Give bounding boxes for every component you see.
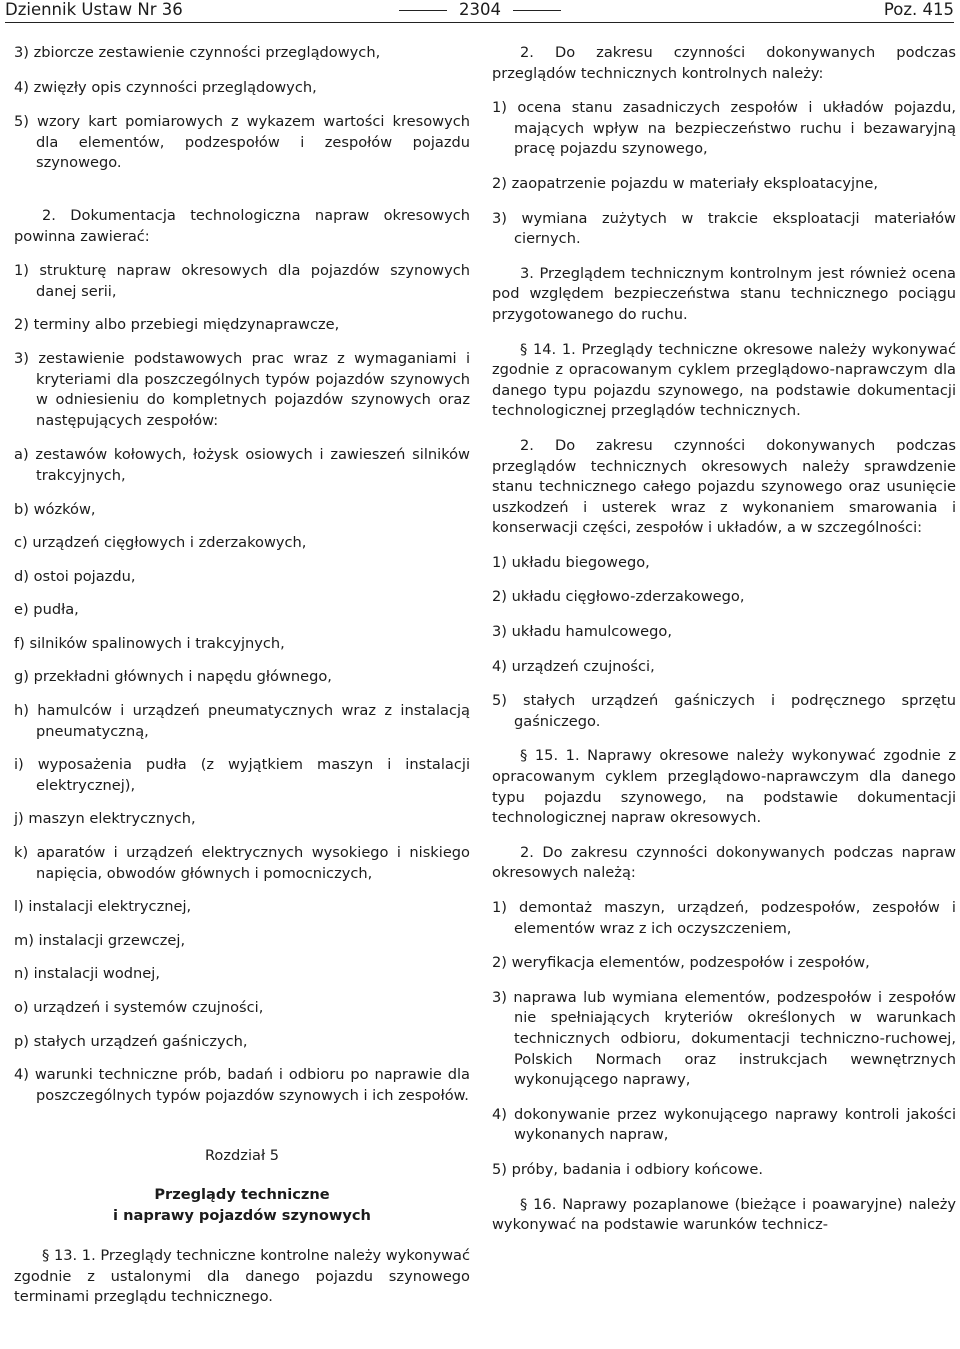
page-header bbox=[0, 0, 960, 24]
chapter-title-line-1: Przeglądy techniczne bbox=[154, 1185, 330, 1203]
paragraph: § 15. 1. Naprawy okresowe należy wykonywać zgodnie z opracowanym cyklem przeglądowo-naprawczym dla danego typu pojazdu szynowego, na podstawie dokumentacji technologicznej napraw okresowych. bbox=[492, 747, 956, 827]
list-item: 1) strukturę napraw okresowych dla pojazdów szynowych danej serii, bbox=[14, 262, 470, 300]
list-item: c) urządzeń cięgłowych i zderzakowych, bbox=[14, 534, 307, 552]
paragraph: 2. Do zakresu czynności dokonywanych podczas przeglądów technicznych kontrolnych należy: bbox=[492, 44, 956, 82]
list-item: h) hamulców i urządzeń pneumatycznych wraz z instalacją pneumatyczną, bbox=[14, 702, 470, 740]
list-item: 3) układu hamulcowego, bbox=[492, 623, 672, 641]
paragraph: 3. Przeglądem technicznym kontrolnym jest również ocena pod względem bezpieczeństwa stanu technicznego pociągu przygotowanego do ruchu. bbox=[492, 264, 956, 323]
paragraph: § 14. 1. Przeglądy techniczne okresowe należy wykonywać zgodnie z opracowanym cyklem przeglądowo-naprawczym dla danego typu pojazdu szynowego, na podstawie dokumentacji technologicznej przeglądów technicznych. bbox=[492, 340, 956, 420]
paragraph: 2. Do zakresu czynności dokonywanych podczas przeglądów technicznych okresowych należy sprawdzenie stanu technicznego całego pojazdu szynowego oraz usunięcie uszkodzeń i usterek wraz z wykonaniem smarowania i konserwacji części, zespołów i układów, a w szczególności: bbox=[492, 436, 956, 537]
position-number: Poz. 415 bbox=[883, 0, 954, 19]
list-item: 3) zestawienie podstawowych prac wraz z wymaganiami i kryteriami dla poszczególnych typów pojazdów szynowych w odniesieniu do kompletnych pojazdów szynowych oraz następujących zespołów: bbox=[14, 349, 470, 429]
list-item: 4) zwięzły opis czynności przeglądowych, bbox=[14, 78, 317, 96]
list-item: i) wyposażenia pudła (z wyjątkiem maszyn i instalacji elektrycznej), bbox=[14, 756, 470, 794]
list-item: 1) układu biegowego, bbox=[492, 553, 650, 571]
list-item: f) silników spalinowych i trakcyjnych, bbox=[14, 634, 285, 652]
list-item: 2) weryfikacja elementów, podzespołów i zespołów, bbox=[492, 954, 870, 972]
list-item: n) instalacji wodnej, bbox=[14, 965, 160, 983]
list-item: b) wózków, bbox=[14, 500, 96, 518]
list-item: 4) warunki techniczne prób, badań i odbioru po naprawie dla poszczególnych typów pojazdów szynowych i ich zespołów. bbox=[14, 1066, 470, 1104]
right-column bbox=[492, 40, 956, 1236]
paragraph: 2. Dokumentacja technologiczna napraw okresowych powinna zawierać: bbox=[14, 206, 470, 245]
list-item: 3) wymiana zużytych w trakcie eksploatacji materiałów ciernych. bbox=[492, 209, 956, 248]
list-item: g) przekładni głównych i napędu głównego, bbox=[14, 668, 332, 686]
page-number bbox=[0, 0, 960, 20]
list-item: 5) stałych urządzeń gaśniczych i podręcznego sprzętu gaśniczego. bbox=[492, 692, 956, 730]
list-item: j) maszyn elektrycznych, bbox=[14, 810, 196, 828]
dash-left bbox=[399, 10, 447, 11]
journal-title: Dziennik Ustaw Nr 36 bbox=[5, 0, 183, 19]
list-item: l) instalacji elektrycznej, bbox=[14, 898, 192, 916]
list-item: k) aparatów i urządzeń elektrycznych wysokiego i niskiego napięcia, obwodów głównych i pomocniczych, bbox=[14, 844, 470, 882]
list-item: e) pudła, bbox=[14, 601, 79, 619]
list-item: 5) wzory kart pomiarowych z wykazem wartości kresowych dla elementów, podzespołów i zespołów pojazdu szynowego. bbox=[14, 113, 470, 172]
list-item: 2) układu cięgłowo-zderzakowego, bbox=[492, 588, 745, 606]
paragraph: 2. Do zakresu czynności dokonywanych podczas napraw okresowych należą: bbox=[492, 843, 956, 882]
list-item: m) instalacji grzewczej, bbox=[14, 931, 186, 949]
page-number-text: 2304 bbox=[459, 0, 501, 19]
list-item: p) stałych urządzeń gaśniczych, bbox=[14, 1032, 248, 1050]
header-rule bbox=[5, 22, 954, 23]
list-item: o) urządzeń i systemów czujności, bbox=[14, 999, 264, 1016]
list-item: 1) ocena stanu zasadniczych zespołów i układów pojazdu, mających wpływ na bezpieczeństwo ruchu i bezawaryjną pracę pojazdu szynowego, bbox=[492, 99, 956, 158]
list-item: d) ostoi pojazdu, bbox=[14, 567, 136, 585]
list-item: 4) urządzeń czujności, bbox=[492, 657, 655, 675]
list-item: 3) naprawa lub wymiana elementów, podzespołów i zespołów nie spełniających kryteriów określonych w warunkach technicznych odbioru, dokumentacji techniczno-ruchowej, Polskich Normach oraz instrukcjach wewnętrznych wykonującego naprawy, bbox=[492, 988, 956, 1089]
list-item: a) zestawów kołowych, łożysk osiowych i zawieszeń silników trakcyjnych, bbox=[14, 446, 470, 484]
list-item: 2) terminy albo przebiegi międzynaprawcze, bbox=[14, 316, 340, 334]
paragraph: § 16. Naprawy pozaplanowe (bieżące i poawaryjne) należy wykonywać na podstawie warunków technicz- bbox=[492, 1195, 956, 1234]
list-item: 4) dokonywanie przez wykonującego naprawy kontroli jakości wykonanych napraw, bbox=[492, 1105, 956, 1144]
list-item: 3) zbiorcze zestawienie czynności przeglądowych, bbox=[14, 44, 381, 61]
list-item: 1) demontaż maszyn, urządzeń, podzespołów, zespołów i elementów wraz z ich oczyszczeniem, bbox=[492, 899, 956, 937]
list-item: 2) zaopatrzenie pojazdu w materiały eksploatacyjne, bbox=[492, 174, 878, 192]
chapter-title-line-2: i naprawy pojazdów szynowych bbox=[113, 1206, 371, 1224]
chapter-number: Rozdział 5 bbox=[204, 1147, 280, 1165]
list-item: 5) próby, badania i odbiory końcowe. bbox=[492, 1160, 763, 1178]
left-column bbox=[14, 40, 470, 1308]
paragraph: § 13. 1. Przeglądy techniczne kontrolne należy wykonywać zgodnie z ustalonymi dla danego pojazdu szynowego terminami przeglądu technicznego. bbox=[14, 1247, 470, 1306]
dash-right bbox=[513, 10, 561, 11]
